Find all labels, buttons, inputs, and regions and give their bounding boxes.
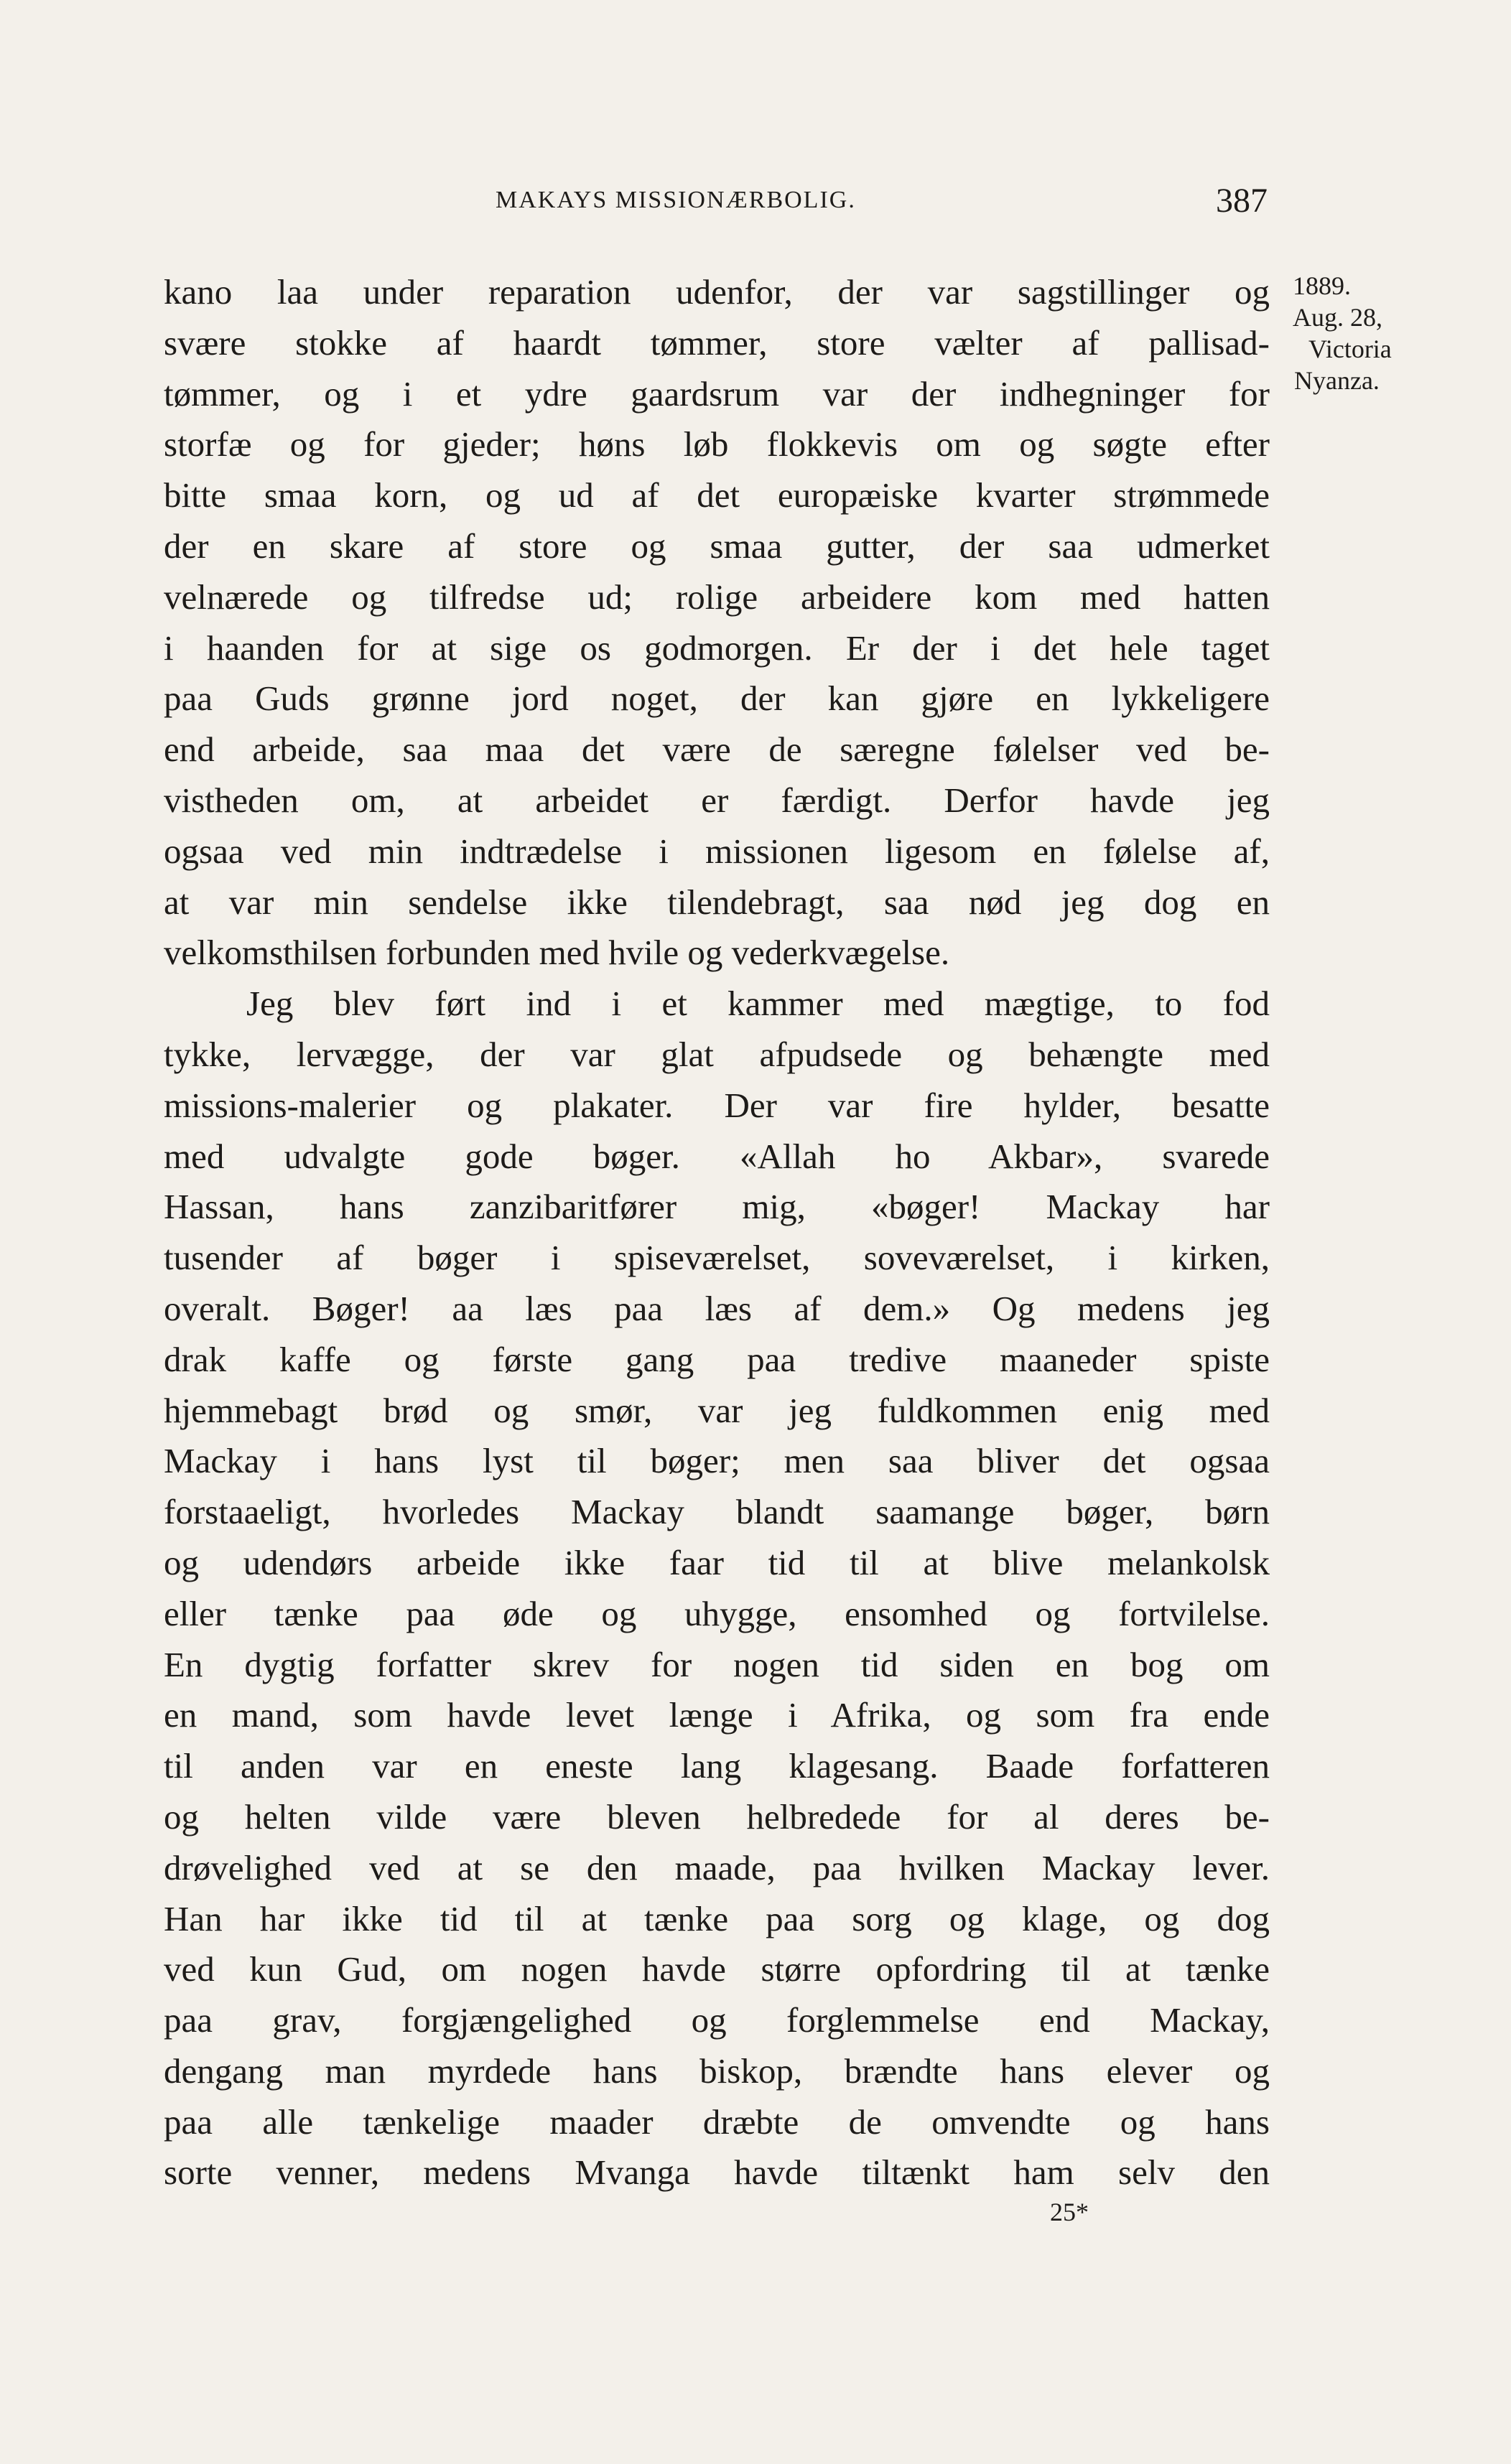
text-line: svære stokke af haardt tømmer, store vælter af pallisad- xyxy=(164,322,1270,363)
text-line: vistheden om, at arbeidet er færdigt. Derfor havde jeg xyxy=(164,780,1270,820)
text-line: missions-malerier og plakater. Der var fire hylder, besatte xyxy=(164,1085,1270,1125)
text-line: overalt. Bøger! aa læs paa læs af dem.» Og medens jeg xyxy=(164,1288,1270,1328)
text-line: paa grav, forgjængelighed og forglemmelse end Mackay, xyxy=(164,2000,1270,2040)
margin-note-year: 1889. xyxy=(1293,271,1351,300)
page-number: 387 xyxy=(1216,182,1268,220)
text-line: dengang man myrdede hans biskop, brændte hans elever og xyxy=(164,2050,1270,2091)
signature-mark: 25* xyxy=(1050,2198,1089,2226)
text-line: der en skare af store og smaa gutter, der saa udmerket xyxy=(164,526,1270,566)
body-text xyxy=(164,267,1270,2198)
text-line: drøvelighed ved at se den maade, paa hvilken Mackay lever. xyxy=(164,1847,1270,1887)
text-line: at var min sendelse ikke tilendebragt, saa nød jeg dog en xyxy=(164,882,1270,922)
text-line: velkomsthilsen forbunden med hvile og vederkvægelse. xyxy=(164,933,950,973)
text-line: Han har ikke tid til at tænke paa sorg og klage, og dog xyxy=(164,1898,1270,1938)
text-line: drak kaffe og første gang paa tredive maaneder spiste xyxy=(164,1339,1270,1379)
text-line: eller tænke paa øde og uhygge, ensomhed og fortvilelse. xyxy=(164,1593,1270,1633)
text-line: med udvalgte gode bøger. «Allah ho Akbar», svarede xyxy=(164,1136,1270,1176)
text-line: tykke, lervægge, der var glat afpudsede og behængte med xyxy=(164,1034,1270,1074)
running-title: MAKAYS MISSIONÆRBOLIG. xyxy=(496,187,856,213)
text-line: storfæ og for gjeder; høns løb flokkevis om og søgte efter xyxy=(164,424,1270,465)
text-line: ogsaa ved min indtrædelse i missionen ligesom en følelse af, xyxy=(164,831,1270,871)
text-line: Mackay i hans lyst til bøger; men saa bliver det ogsaa xyxy=(164,1441,1270,1481)
text-line: kano laa under reparation udenfor, der var sagstillinger og xyxy=(164,272,1270,312)
text-line: paa Guds grønne jord noget, der kan gjøre en lykkeligere xyxy=(164,678,1270,719)
text-line: Jeg blev ført ind i et kammer med mægtige, to fod xyxy=(246,984,1270,1024)
text-line: sorte venner, medens Mvanga havde tiltænkt ham selv den xyxy=(164,2152,1270,2193)
page-header xyxy=(165,181,1268,224)
text-line: paa alle tænkelige maader dræbte de omvendte og hans xyxy=(164,2101,1270,2142)
text-line: tusender af bøger i spiseværelset, soveværelset, i kirken, xyxy=(164,1238,1270,1278)
margin-note-date: Aug. 28, xyxy=(1293,303,1382,332)
margin-note-place-line1: Victoria xyxy=(1308,335,1392,363)
text-line: end arbeide, saa maa det være de særegne følelser ved be- xyxy=(164,729,1270,770)
text-line: og helten vilde være bleven helbredede for al deres be- xyxy=(164,1796,1270,1837)
margin-note-place-line2: Nyanza. xyxy=(1294,366,1380,395)
text-line: ved kun Gud, om nogen havde større opfordring til at tænke xyxy=(164,1949,1270,1989)
margin-note xyxy=(1293,270,1429,396)
text-line: forstaaeligt, hvorledes Mackay blandt saamange bøger, børn xyxy=(164,1492,1270,1532)
text-line: En dygtig forfatter skrev for nogen tid siden en bog om xyxy=(164,1644,1270,1684)
text-line: velnærede og tilfredse ud; rolige arbeidere kom med hatten xyxy=(164,577,1270,617)
text-line: og udendørs arbeide ikke faar tid til at blive melankolsk xyxy=(164,1542,1270,1582)
text-line: Hassan, hans zanzibaritfører mig, «bøger! Mackay har xyxy=(164,1187,1270,1227)
text-line: hjemmebagt brød og smør, var jeg fuldkommen enig med xyxy=(164,1390,1270,1430)
text-line: tømmer, og i et ydre gaardsrum var der indhegninger for xyxy=(164,373,1270,414)
text-line: i haanden for at sige os godmorgen. Er der i det hele taget xyxy=(164,627,1270,668)
text-line: bitte smaa korn, og ud af det europæiske kvarter strømmede xyxy=(164,475,1270,515)
text-line: til anden var en eneste lang klagesang. Baade forfatteren xyxy=(164,1746,1270,1786)
text-line: en mand, som havde levet længe i Afrika, og som fra ende xyxy=(164,1695,1270,1735)
